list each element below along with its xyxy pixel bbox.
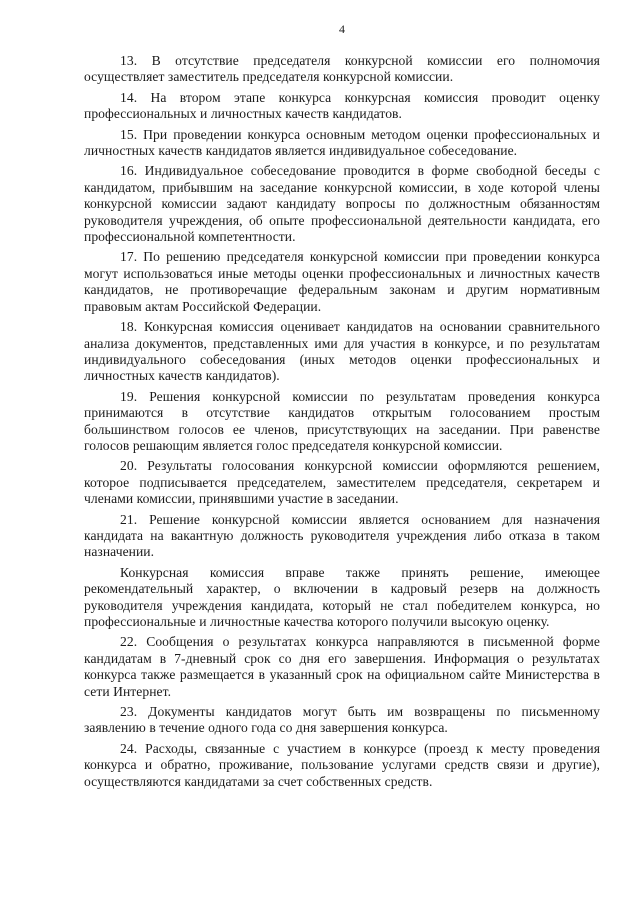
paragraph-17: 17. По решению председателя конкурсной комиссии при проведении конкурса могут использоваться иные методы оценки профессиональных и личностных качеств кандидатов, не противоречащие федеральным законам и другим нормативным правовым актам Российской Федерации. xyxy=(84,249,600,314)
paragraph-15: 15. При проведении конкурса основным методом оценки профессиональных и личностных качеств кандидатов является индивидуальное собеседование. xyxy=(84,126,600,159)
page-number: 4 xyxy=(339,22,345,36)
paragraph-21-continuation: Конкурсная комиссия вправе также принять решение, имеющее рекомендательный характер, о включении в кадровый резерв на должность руководителя учреждения кандидата, который не стал победителем конкурса, но профессиональные и личностные качества которого получили высокую оценку. xyxy=(84,564,600,629)
paragraph-19: 19. Решения конкурсной комиссии по результатам проведения конкурса принимаются в отсутствие кандидатов открытым голосованием простым большинством голосов ее членов, присутствующих на заседании. При равенстве голосов решающим является голос председателя конкурсной комиссии. xyxy=(84,388,600,453)
paragraph-18: 18. Конкурсная комиссия оценивает кандидатов на основании сравнительного анализа документов, представленных ими для участия в конкурсе, и по результатам индивидуального собеседования (иных методов оценки профессиональных и личностных качеств кандидатов). xyxy=(84,319,600,384)
paragraph-20: 20. Результаты голосования конкурсной комиссии оформляются решением, которое подписывается председателем, заместителем председателя, секретарем и членами комиссии, принявшими участие в заседании. xyxy=(84,458,600,507)
paragraph-13: 13. В отсутствие председателя конкурсной комиссии его полномочия осуществляет заместитель председателя конкурсной комиссии. xyxy=(84,53,600,85)
paragraph-24: 24. Расходы, связанные с участием в конкурсе (проезд к месту проведения конкурса и обратно, проживание, пользование услугами средств связи и другие), осуществляются кандидатами за счет собственных средств. xyxy=(84,740,600,789)
paragraph-16: 16. Индивидуальное собеседование проводится в форме свободной беседы с кандидатом, прибывшим на заседание конкурсной комиссии, в ходе которой члены конкурсной комиссии задают кандидату вопросы по должностным обязанностям руководителя учреждения, об опыте профессиональной деятельности кандидата, его профессиональной компетентности. xyxy=(84,163,600,245)
paragraph-14: 14. На втором этапе конкурса конкурсная комиссия проводит оценку профессиональных и личностных качеств кандидатов. xyxy=(84,89,600,122)
paragraph-21: 21. Решение конкурсной комиссии является основанием для назначения кандидата на вакантную должность руководителя учреждения либо отказа в таком назначении. xyxy=(84,511,600,560)
paragraph-23: 23. Документы кандидатов могут быть им возвращены по письменному заявлению в течение одного года со дня завершения конкурса. xyxy=(84,704,600,736)
paragraph-22: 22. Сообщения о результатах конкурса направляются в письменной форме кандидатам в 7-дневный срок со дня его завершения. Информация о результатах конкурса также размещается в указанный срок на официальном сайте Министерства в сети Интернет. xyxy=(84,634,600,699)
